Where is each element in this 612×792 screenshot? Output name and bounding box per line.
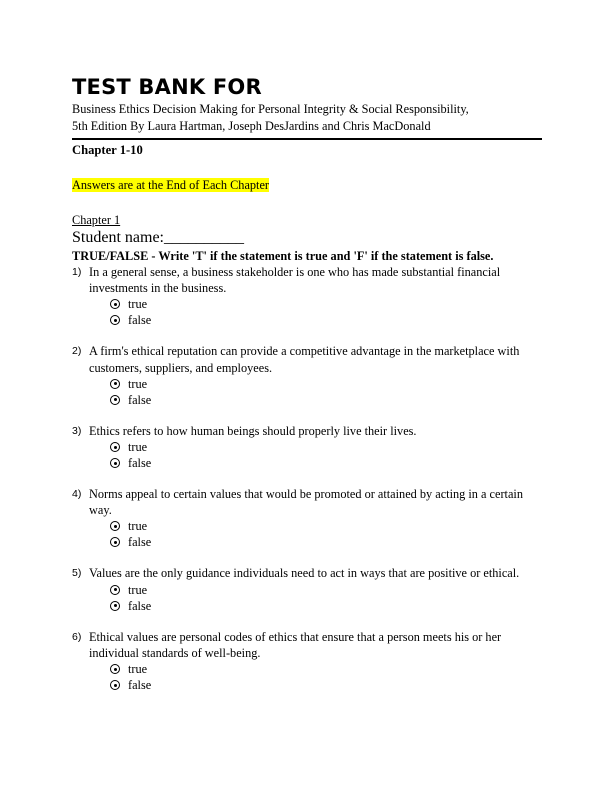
choice-false[interactable]: false	[110, 598, 542, 614]
question-5	[72, 565, 542, 613]
choice-true[interactable]: true	[110, 582, 542, 598]
question-number: 2)	[72, 345, 82, 358]
choice-false[interactable]: false	[110, 455, 542, 471]
choice-true[interactable]: true	[110, 439, 542, 455]
choice-false[interactable]: false	[110, 392, 542, 408]
header-rule	[72, 138, 542, 140]
choice-true[interactable]: true	[110, 296, 542, 312]
answer-choices	[72, 439, 542, 471]
radio-icon[interactable]	[110, 585, 120, 595]
student-name-line: Student name:__________	[72, 229, 244, 246]
radio-icon[interactable]	[110, 680, 120, 690]
question-text: Ethical values are personal codes of ethics that ensure that a person meets his or her individual standards of well-being.	[89, 629, 502, 660]
radio-icon[interactable]	[110, 379, 120, 389]
question-3	[72, 423, 542, 471]
question-text: Values are the only guidance individuals need to act in ways that are positive or ethical.	[89, 566, 520, 581]
choice-false[interactable]: false	[110, 312, 542, 328]
radio-icon[interactable]	[110, 537, 120, 547]
radio-icon[interactable]	[110, 299, 120, 309]
question-number: 3)	[72, 424, 82, 437]
question-number: 1)	[72, 266, 82, 278]
answer-choices	[72, 661, 542, 693]
choice-true[interactable]: true	[110, 661, 542, 677]
chapter-range: Chapter 1-10	[72, 143, 143, 157]
radio-icon[interactable]	[110, 395, 120, 405]
radio-icon[interactable]	[110, 442, 120, 452]
radio-icon[interactable]	[110, 315, 120, 325]
document-page	[72, 74, 542, 693]
answers-note-highlight: Answers are at the End of Each Chapter	[72, 178, 270, 192]
question-2	[72, 343, 542, 407]
question-1	[72, 264, 542, 328]
radio-icon[interactable]	[110, 521, 120, 531]
question-text: In a general sense, a business stakeholder is one who has made substantial financial investments in the business.	[89, 265, 501, 296]
subtitle-line-1: Business Ethics Decision Making for Personal Integrity & Social Responsibility,	[72, 102, 469, 116]
instructions: TRUE/FALSE - Write 'T' if the statement is true and 'F' if the statement is false.	[72, 249, 494, 263]
question-4	[72, 486, 542, 550]
title-banner: TEST BANK FOR	[72, 75, 262, 99]
answers-note	[72, 177, 542, 194]
radio-icon[interactable]	[110, 664, 120, 674]
answer-choices	[72, 296, 542, 328]
radio-icon[interactable]	[110, 458, 120, 468]
question-text: Norms appeal to certain values that would be promoted or attained by acting in a certain way.	[89, 487, 523, 518]
question-6	[72, 629, 542, 693]
subtitle-line-2: 5th Edition By Laura Hartman, Joseph DesJardins and Chris MacDonald	[72, 119, 431, 133]
choice-false[interactable]: false	[110, 677, 542, 693]
question-text: A firm's ethical reputation can provide a competitive advantage in the marketplace with customers, suppliers, and employees.	[89, 344, 520, 375]
question-number: 6)	[72, 630, 82, 643]
answer-choices	[72, 376, 542, 408]
answer-choices	[72, 518, 542, 550]
choice-true[interactable]: true	[110, 518, 542, 534]
answer-choices	[72, 582, 542, 614]
question-text: Ethics refers to how human beings should properly live their lives.	[89, 423, 417, 438]
radio-icon[interactable]	[110, 601, 120, 611]
chapter-label: Chapter 1	[72, 213, 121, 227]
choice-false[interactable]: false	[110, 534, 542, 550]
choice-true[interactable]: true	[110, 376, 542, 392]
question-number: 5)	[72, 567, 82, 580]
question-number: 4)	[72, 488, 82, 501]
